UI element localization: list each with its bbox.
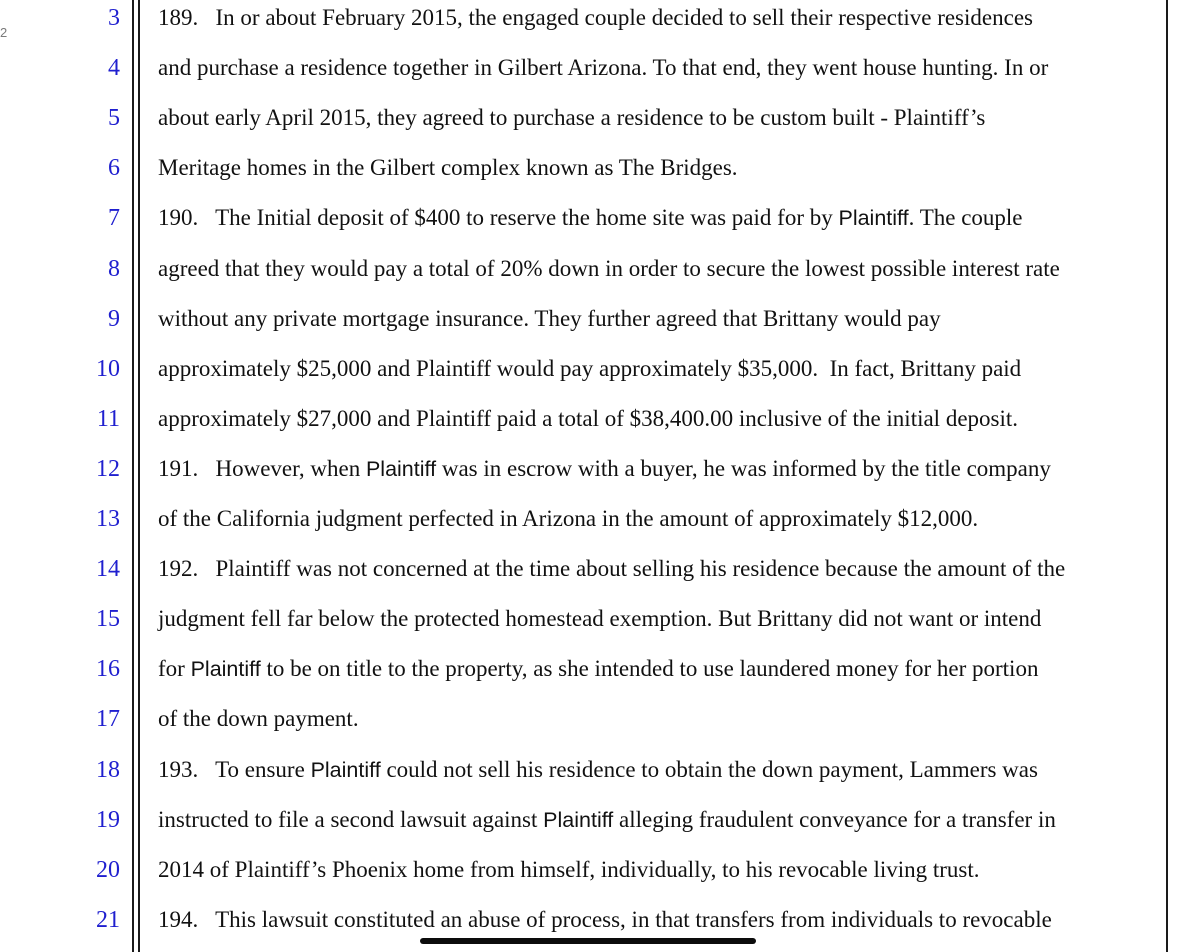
line-number: 10 xyxy=(96,355,120,382)
line-number: 12 xyxy=(96,455,120,482)
line-number: 20 xyxy=(96,856,120,883)
text-run: . The couple xyxy=(908,205,1023,231)
stray-page-mark: 2 xyxy=(0,25,8,40)
home-indicator-bar[interactable] xyxy=(420,938,756,944)
left-margin-rule-inner xyxy=(138,0,140,952)
line-number: 11 xyxy=(96,405,120,432)
line-number: 9 xyxy=(108,305,120,332)
text-run: 193. To ensure xyxy=(158,756,311,782)
text-run: for xyxy=(158,656,191,682)
line-number: 6 xyxy=(108,155,120,182)
text-run: and purchase a residence together in Gilbert Arizona. To that end, they went house hunting. In or xyxy=(158,55,1049,81)
text-run: could not sell his residence to obtain the down payment, Lammers was xyxy=(380,756,1038,782)
text-run: to be on title to the property, as she intended to use laundered money for her portion xyxy=(260,656,1039,682)
text-run: 2014 of Plaintiff’s Phoenix home from himself, individually, to his revocable living trust. xyxy=(158,856,980,882)
line-number: 3 xyxy=(108,5,120,31)
text-run: Meritage homes in the Gilbert complex known as The Bridges. xyxy=(158,155,738,181)
text-run: 189. In or about February 2015, the engaged couple decided to sell their respective residences xyxy=(158,5,1033,30)
text-line xyxy=(158,503,1168,535)
text-line xyxy=(158,303,1168,335)
text-run: without any private mortgage insurance. They further agreed that Brittany would pay xyxy=(158,305,941,331)
line-number: 14 xyxy=(96,556,120,583)
party-name-inline: Plaintiff xyxy=(543,807,614,832)
line-number: 13 xyxy=(96,506,120,532)
text-line xyxy=(158,403,1168,435)
text-run: judgment fell far below the protected homestead exemption. But Brittany did not want or intend xyxy=(158,606,1042,632)
left-margin-rule-outer xyxy=(132,0,134,952)
text-run: approximately $27,000 and Plaintiff paid a total of $38,400.00 inclusive of the initial deposit. xyxy=(158,405,1019,431)
text-line xyxy=(158,754,1168,786)
text-run: about early April 2015, they agreed to purchase a residence to be custom built - Plaintiff’s xyxy=(158,105,986,131)
text-line xyxy=(158,703,1168,735)
line-number: 21 xyxy=(96,906,120,933)
line-number: 8 xyxy=(108,255,120,282)
text-line xyxy=(158,904,1168,936)
line-number: 16 xyxy=(96,656,120,683)
text-run: of the California judgment perfected in Arizona in the amount of approximately $12,000. xyxy=(158,506,979,531)
text-line xyxy=(158,202,1168,234)
text-line xyxy=(158,253,1168,285)
text-run: instructed to file a second lawsuit against xyxy=(158,806,544,832)
text-line xyxy=(158,2,1168,34)
party-name-inline: Plaintiff xyxy=(838,206,909,231)
line-number: 7 xyxy=(108,205,120,232)
text-run: 191. However, when xyxy=(158,455,366,481)
text-run: 192. Plaintiff was not concerned at the time about selling his residence because the amount of the xyxy=(158,556,1066,582)
line-number: 18 xyxy=(96,756,120,783)
text-run: 190. The Initial deposit of $400 to reserve the home site was paid for by xyxy=(158,205,839,231)
text-line xyxy=(158,353,1168,385)
text-line xyxy=(158,553,1168,585)
text-run: alleging fraudulent conveyance for a transfer in xyxy=(613,806,1056,832)
text-run: of the down payment. xyxy=(158,706,359,732)
text-line xyxy=(158,152,1168,184)
party-name-inline: Plaintiff xyxy=(365,456,437,481)
line-number: 15 xyxy=(96,606,120,633)
line-number: 5 xyxy=(108,105,120,132)
text-run: agreed that they would pay a total of 20% down in order to secure the lowest possible interest rate xyxy=(158,255,1060,281)
line-number: 19 xyxy=(96,806,120,833)
text-run: approximately $25,000 and Plaintiff would pay approximately $35,000. In fact, Brittany paid xyxy=(158,355,1022,381)
text-line xyxy=(158,52,1168,84)
line-number: 4 xyxy=(108,55,120,82)
text-line xyxy=(158,804,1168,836)
text-run: was in escrow with a buyer, he was informed by the title company xyxy=(436,455,1051,481)
text-line xyxy=(158,603,1168,635)
party-name-inline: Plaintiff xyxy=(190,657,261,682)
text-line xyxy=(158,102,1168,134)
text-line xyxy=(158,453,1168,485)
text-run: 194. This lawsuit constituted an abuse of process, in that transfers from individuals to revocable xyxy=(158,906,1052,932)
line-number: 17 xyxy=(96,706,120,733)
text-line xyxy=(158,653,1168,685)
party-name-inline: Plaintiff xyxy=(310,757,381,782)
text-line xyxy=(158,854,1168,886)
